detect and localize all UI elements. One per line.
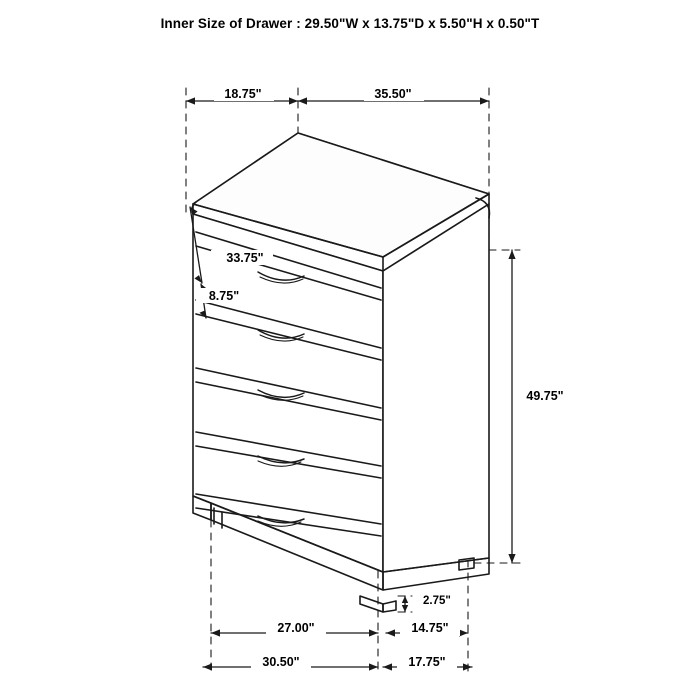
dimension-label-drawer-height: 8.75" <box>208 289 240 303</box>
dimension-label-top-left-width: 18.75" <box>224 87 262 101</box>
dimension-label-drawer-front-width: 33.75" <box>226 251 264 265</box>
dimension-label-top-right-width: 35.50" <box>374 87 412 101</box>
dimension-label-overall-height: 49.75" <box>526 389 564 403</box>
chest-body <box>192 133 489 572</box>
dimension-label-side-base-depth: 14.75" <box>411 621 449 635</box>
dimension-label-foot-height: 2.75" <box>423 595 451 607</box>
dimension-label-front-base-width: 27.00" <box>277 621 315 635</box>
page-title: Inner Size of Drawer : 29.50"W x 13.75"D x 5.50"H x 0.50"T <box>160 16 540 31</box>
dimension-label-side-overall-depth: 17.75" <box>408 655 446 669</box>
dimension-label-front-overall-width: 30.50" <box>262 655 300 669</box>
